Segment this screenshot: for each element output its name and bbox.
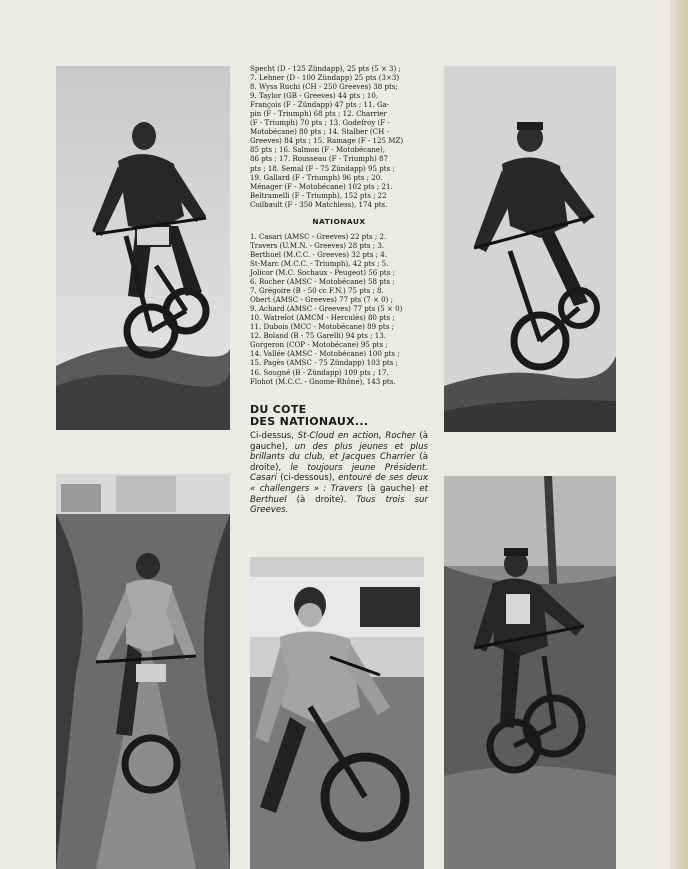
result-line: pts ; 18. Semal (F - 75 Zündapp) 95 pts ; <box>250 163 395 173</box>
caption-fragment: Tous trois sur Greeves. <box>250 494 428 516</box>
caption-fragment: (à gauche) <box>362 483 420 494</box>
result-line: Coilbault (F - 350 Matchless), 174 pts. <box>250 199 388 209</box>
caption-fragment: Ci-dessus, <box>250 431 298 441</box>
result-line: 9. Taylor (GB - Greeves) 44 pts ; 10. <box>250 91 379 101</box>
result-line: Ménager (F - Motobécane) 102 pts ; 21. <box>250 181 393 191</box>
result-line: 9. Achard (AMSC - Greeves) 77 pts (5 × 0) <box>250 304 403 314</box>
result-line: Obert (AMSC - Greeves) 77 pts (7 × 0) ; <box>250 295 393 305</box>
result-line: Gorgeron (COP - Motobécane) 95 pts ; <box>250 340 388 350</box>
photo-berthuel-image <box>444 476 616 869</box>
photo-rocher-image <box>56 66 230 430</box>
result-line: 7. Lehner (D - 100 Zündapp) 25 pts (3×3) <box>250 73 400 83</box>
results-column <box>250 64 428 386</box>
result-line: 1. Casari (AMSC - Greeves) 22 pts ; 2. <box>250 231 387 241</box>
result-line: Flohot (M.C.C. - Gnome-Rhône), 143 pts. <box>250 376 396 386</box>
caption-fragment: (à gauche), <box>250 431 428 452</box>
caption-fragment: (ci-dessous), <box>276 473 339 484</box>
photo-rocher <box>56 66 230 430</box>
result-line: Specht (D - 125 Zündapp), 25 pts (5 × 3) ; <box>250 64 401 73</box>
photo-charrier <box>444 66 616 432</box>
photo-travers-image <box>56 474 230 869</box>
result-line: 85 pts ; 16. Salmon (F - Motobécane), <box>250 145 386 155</box>
caption-fragment: (à droite), <box>250 452 428 473</box>
result-line: François (F - Zündapp) 47 pts ; 11. Ga- <box>250 100 390 110</box>
result-line: pin (F - Triumph) 68 pts ; 12. Charrier <box>250 109 387 119</box>
result-line: 12. Boland (B - 75 Garelli) 94 pts ; 13. <box>250 331 386 341</box>
photo-charrier-image <box>444 66 616 432</box>
photo-casari <box>250 557 424 869</box>
result-line: Travers (U.M.N. - Greeves) 28 pts ; 3. <box>250 240 385 250</box>
result-line: (F - Triumph) 70 pts ; 13. Godefroy (F - <box>250 118 390 128</box>
caption-fragment: le toujours jeune Président. Casari <box>250 462 428 484</box>
caption-title <box>250 404 428 428</box>
result-line: 86 pts ; 17. Rousseau (F - Triumph) 87 <box>250 154 388 164</box>
result-line: Beltramelli (F - Triumph), 152 pts ; 22 <box>250 190 387 200</box>
caption-fragment: un des plus jeunes et plus brillants du club, et Jacques Charrier <box>250 441 428 463</box>
caption-title-line: DU COTE <box>250 403 307 416</box>
result-line: 14. Vallée (AMSC - Motobécane) 100 pts ; <box>250 349 400 359</box>
caption-title-line: DES NATIONAUX... <box>250 415 369 428</box>
caption-fragment: et Berthuel <box>250 483 428 505</box>
result-line: 16. Sougné (B - Zündapp) 109 pts ; 17. <box>250 367 389 377</box>
result-line: 19. Gallard (F - Triumph) 96 pts ; 20. <box>250 172 383 182</box>
result-line: Berthuel (M.C.C. - Greeves) 32 pts ; 4. <box>250 249 387 259</box>
result-line: 7. Grégoire (B - 50 cc F.N.) 75 pts ; 8. <box>250 286 384 296</box>
result-line: 11. Dubois (MCC - Motobécane) 89 pts ; <box>250 322 394 332</box>
photo-travers <box>56 474 230 869</box>
result-line: 6. Rocher (AMSC - Motobécane) 58 pts ; <box>250 277 395 287</box>
result-line: 10. Watrelot (AMCM - Herculès) 80 pts ; <box>250 313 395 323</box>
nationaux-heading: NATIONAUX <box>312 216 366 226</box>
caption-text <box>250 431 428 516</box>
result-line: Jolicor (M.C. Sochaux - Peugeot) 56 pts ; <box>250 267 395 277</box>
photo-caption <box>250 404 428 516</box>
caption-fragment: (à droite). <box>286 494 357 505</box>
caption-fragment: St-Cloud en action, Rocher <box>297 431 416 441</box>
nationaux-results <box>250 232 428 386</box>
page-edge <box>670 0 688 869</box>
result-line: Greeves) 84 pts ; 15. Ramage (F - 125 MZ) <box>250 136 404 146</box>
result-line: Motobécane) 80 pts ; 14. Stalber (CH - <box>250 127 389 137</box>
photo-casari-image <box>250 557 424 869</box>
result-line: 15. Pagès (AMSC - 75 Zündapp) 103 pts ; <box>250 358 398 368</box>
caption-fragment: entouré de ses deux « challengers » : Travers <box>250 473 428 494</box>
international-results <box>250 64 428 209</box>
photo-berthuel <box>444 476 616 869</box>
result-line: 8. Wyss Ruchi (CH - 250 Greeves) 38 pts; <box>250 82 398 92</box>
result-line: St-Marc (M.C.C. - Triumph), 42 pts ; 5. <box>250 258 389 268</box>
